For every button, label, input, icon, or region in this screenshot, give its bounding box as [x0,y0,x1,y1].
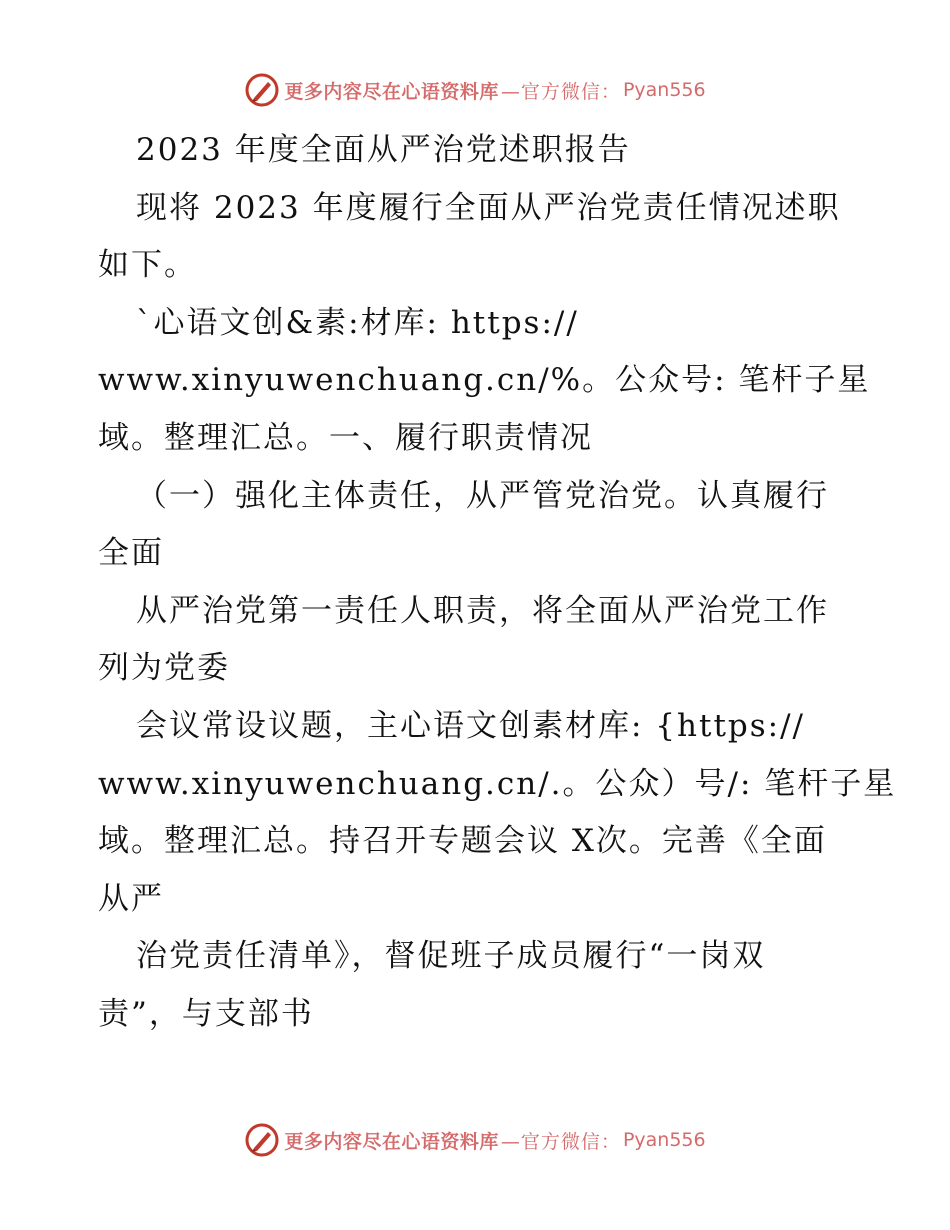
text-line: 如下。 [98,247,197,284]
text-line: 全面 [98,535,164,572]
text-line: 从严 [98,880,164,917]
watermark-sub-text: —官方微信： [500,80,621,103]
text-line: 会议常设议题，主心语文创素材库: {https:// [136,707,805,744]
header-watermark [0,72,950,108]
watermark-main-text: 更多内容尽在心语资料库 [284,80,499,103]
text-line: 责”，与支部书 [98,995,314,1032]
text-line: www.xinyuwenchuang.cn/%。公众号: 笔杆子星 [98,362,871,399]
text-line: 域。整理汇总。持召开专题会议 X次。完善《全面 [98,823,827,860]
pen-logo-icon [244,72,280,108]
watermark-main-text: 更多内容尽在心语资料库 [284,1130,499,1153]
document-body [98,122,897,1044]
watermark-id-text: Pyan556 [622,1129,706,1151]
text-line: 列为党委 [98,650,230,687]
watermark-sub-text: —官方微信： [500,1130,621,1153]
watermark-id-text: Pyan556 [622,79,706,101]
text-line: 现将 2023 年度履行全面从严治党责任情况述职 [136,189,841,226]
text-line: www.xinyuwenchuang.cn/.。公众）号/: 笔杆子星 [98,765,897,802]
text-line: （一）强化主体责任，从严管党治党。认真履行 [136,477,829,514]
document-title: 2023 年度全面从严治党述职报告 [136,132,631,168]
text-line: 治党责任清单》，督促班子成员履行“一岗双 [136,938,766,975]
pen-logo-icon [244,1122,280,1158]
text-line: `心语文创&素:材库: https:// [136,304,579,341]
text-line: 从严治党第一责任人职责，将全面从严治党工作 [136,592,829,629]
footer-watermark [0,1122,950,1158]
text-line: 域。整理汇总。一、履行职责情况 [98,419,593,456]
